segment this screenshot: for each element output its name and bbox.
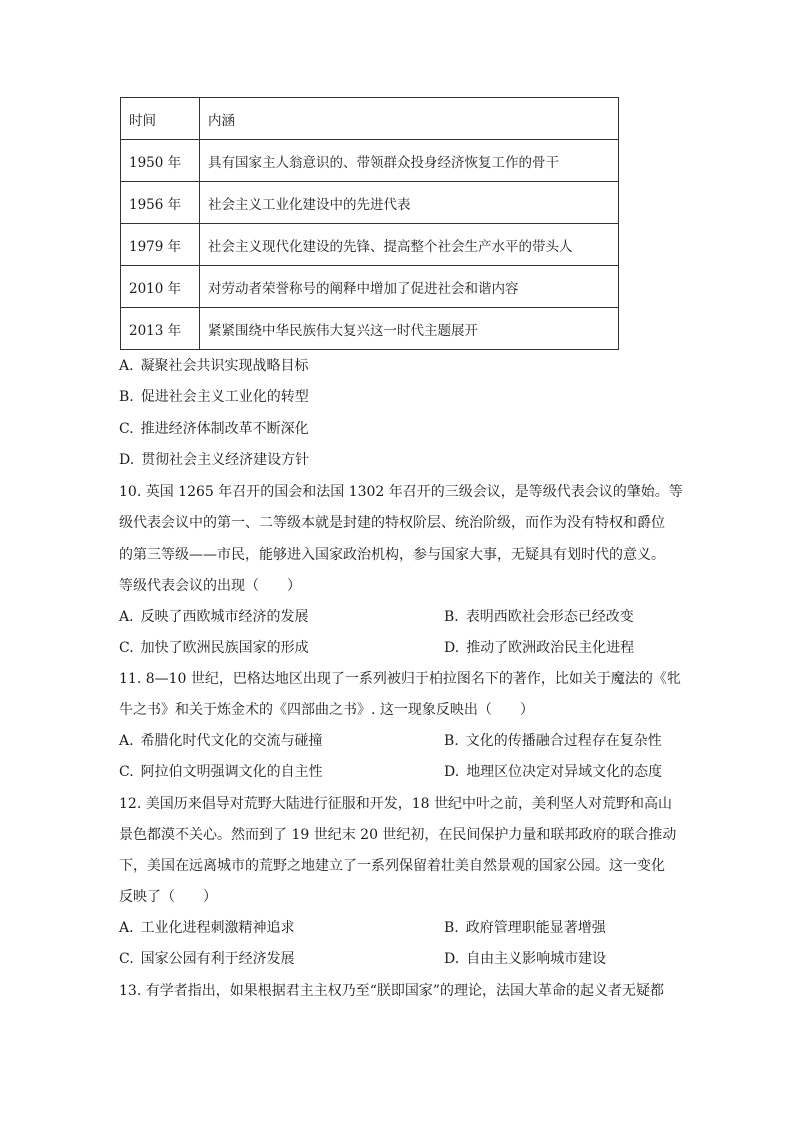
q10-stem-line: 等级代表会议的出现（ ） — [119, 578, 301, 594]
row-meaning: 社会主义工业化建设中的先进代表 — [200, 182, 619, 224]
q10-option-c[interactable] — [119, 639, 309, 657]
table-row — [121, 140, 619, 182]
table-row — [121, 266, 619, 308]
q12-stem-line: 下，美国在远离城市的荒野之地建立了一系列保留着壮美自然景观的国家公园。这一变化 — [119, 858, 665, 874]
q12-stem-line: 景色都漠不关心。然而到了 19 世纪末 20 世纪初，在民间保护力量和联邦政府的联合推动 — [119, 827, 677, 843]
option-label: D. — [444, 764, 460, 780]
q12-stem-line: 反映了（ ） — [119, 889, 217, 905]
option-text: 政府管理职能显著增强 — [465, 920, 606, 936]
option-label: D. — [444, 951, 460, 967]
q12-option-d[interactable] — [444, 950, 606, 968]
option-text: 阿拉伯文明强调文化的自主性 — [140, 764, 323, 780]
option-label: B. — [119, 389, 134, 405]
table-header-row — [121, 98, 619, 140]
row-meaning: 社会主义现代化建设的先锋、提高整个社会生产水平的带头人 — [200, 224, 619, 266]
option-text: 推进经济体制改革不断深化 — [140, 421, 309, 437]
option-text: 表明西欧社会形态已经改变 — [465, 609, 634, 625]
option-label: A. — [119, 733, 134, 749]
q10-option-d[interactable] — [444, 639, 634, 657]
row-time: 1956 年 — [121, 182, 200, 224]
option-text: 凝聚社会共识实现战略目标 — [140, 358, 309, 374]
q10-stem-line: 的第三等级——市民，能够进入国家政治机构，参与国家大事，无疑具有划时代的意义。 — [119, 547, 665, 563]
row-time: 2010 年 — [121, 266, 200, 308]
meaning-table — [120, 97, 619, 350]
option-text: 希腊化时代文化的交流与碰撞 — [140, 733, 323, 749]
option-label: C. — [119, 951, 134, 967]
option-label: B. — [444, 733, 459, 749]
q10-option-a[interactable] — [119, 608, 309, 626]
option-text: 工业化进程刺激精神追求 — [140, 920, 295, 936]
option-label: A. — [119, 920, 134, 936]
option-text: 文化的传播融合过程存在复杂性 — [465, 733, 662, 749]
q11-option-d[interactable] — [444, 763, 662, 781]
q12-stem-line: 12. 美国历来倡导对荒野大陆进行征服和开发，18 世纪中叶之前，美利坚人对荒野和高山 — [119, 796, 672, 812]
q10-option-b[interactable] — [444, 608, 634, 626]
q11-option-a[interactable] — [119, 732, 323, 750]
row-meaning: 具有国家主人翁意识的、带领群众投身经济恢复工作的骨干 — [200, 140, 619, 182]
q12-option-b[interactable] — [444, 919, 606, 937]
option-label: A. — [119, 609, 134, 625]
option-text: 地理区位决定对异域文化的态度 — [466, 764, 663, 780]
q13-stem-line: 13. 有学者指出，如果根据君主主权乃至“朕即国家”的理论，法国大革命的起义者无疑都 — [119, 983, 665, 999]
option-text: 反映了西欧城市经济的发展 — [140, 609, 309, 625]
q12-option-a[interactable] — [119, 919, 295, 937]
option-text: 促进社会主义工业化的转型 — [140, 389, 309, 405]
q9-option-a[interactable] — [119, 357, 309, 375]
option-label: C. — [119, 764, 134, 780]
option-label: A. — [119, 358, 134, 374]
option-label: D. — [444, 640, 460, 656]
table-row — [121, 308, 619, 350]
option-label: B. — [444, 609, 459, 625]
option-label: C. — [119, 640, 134, 656]
option-text: 推动了欧洲政治民主化进程 — [466, 640, 635, 656]
row-time: 1979 年 — [121, 224, 200, 266]
q9-option-b[interactable] — [119, 388, 309, 406]
q10-stem-line: 级代表会议中的第一、二等级本就是封建的特权阶层、统治阶级，而作为没有特权和爵位 — [119, 515, 665, 531]
q9-option-d[interactable] — [119, 451, 309, 469]
q11-option-b[interactable] — [444, 732, 662, 750]
q9-option-c[interactable] — [119, 420, 309, 438]
table-row — [121, 224, 619, 266]
q11-option-c[interactable] — [119, 763, 323, 781]
row-meaning: 对劳动者荣誉称号的阐释中增加了促进社会和谐内容 — [200, 266, 619, 308]
q11-stem-line: 11. 8—10 世纪，巴格达地区出现了一系列被归于柏拉图名下的著作，比如关于魔法的《牝 — [119, 671, 681, 687]
q10-stem-line: 10. 英国 1265 年召开的国会和法国 1302 年召开的三级会议，是等级代表会议的肇始。等 — [119, 484, 683, 500]
option-text: 国家公园有利于经济发展 — [140, 951, 295, 967]
table-row — [121, 182, 619, 224]
option-label: B. — [444, 920, 459, 936]
row-time: 2013 年 — [121, 308, 200, 350]
option-text: 贯彻社会主义经济建设方针 — [141, 452, 310, 468]
option-text: 自由主义影响城市建设 — [466, 951, 607, 967]
option-label: C. — [119, 421, 134, 437]
row-meaning: 紧紧围绕中华民族伟大复兴这一时代主题展开 — [200, 308, 619, 350]
q12-option-c[interactable] — [119, 950, 295, 968]
option-label: D. — [119, 452, 135, 468]
header-meaning: 内涵 — [200, 98, 619, 140]
header-time: 时间 — [121, 98, 200, 140]
q11-stem-line: 牛之书》和关于炼金术的《四部曲之书》. 这一现象反映出（ ） — [119, 702, 534, 718]
option-text: 加快了欧洲民族国家的形成 — [140, 640, 309, 656]
row-time: 1950 年 — [121, 140, 200, 182]
